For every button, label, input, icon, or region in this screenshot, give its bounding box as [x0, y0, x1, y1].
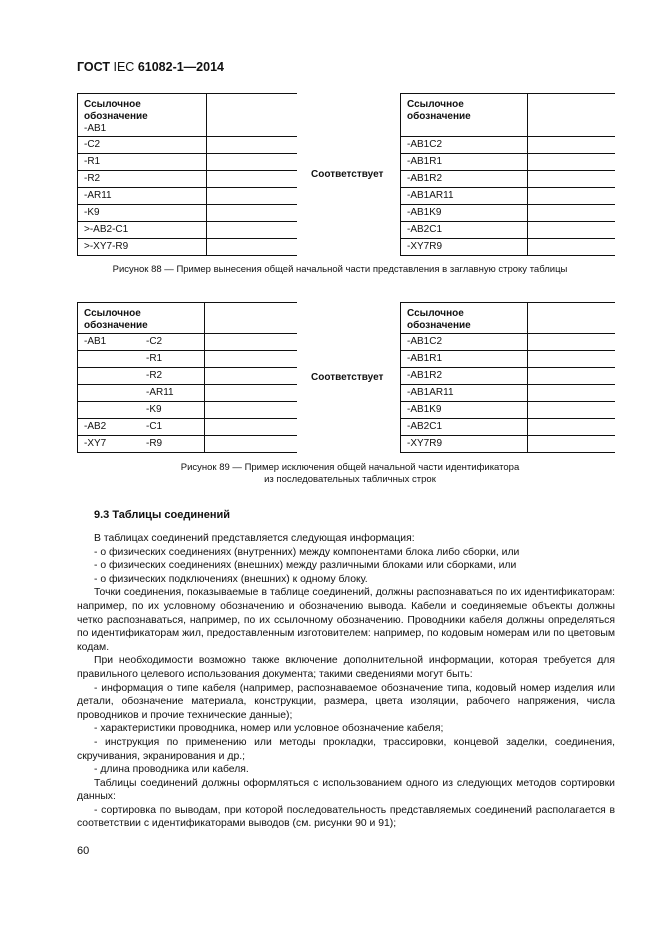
ref-cell: -XY7R9: [401, 239, 528, 256]
empty-cell: [207, 222, 298, 239]
ref-cell: -R2: [78, 171, 207, 188]
suffix-cell: -R1: [140, 351, 205, 368]
empty-cell: [205, 368, 298, 385]
empty-cell: [205, 334, 298, 351]
prefix-cell: [78, 402, 141, 419]
empty-cell: [207, 171, 298, 188]
section-heading: 9.3 Таблицы соединений: [94, 509, 231, 521]
header-value: -AB1: [84, 123, 107, 134]
header-label: Ссылочное обозначение: [407, 99, 471, 122]
paragraph: При необходимости возможно также включение дополнительной информации, которая требуется для правильного целевого использования документа; такими сведениями могут быть:: [77, 655, 615, 680]
empty-cell: [207, 239, 298, 256]
ref-cell: -AB1R1: [401, 154, 528, 171]
list-item: - о физических соединениях (внутренних) между компонентами блока либо сборки, или: [94, 546, 520, 558]
ref-cell: -AB2C1: [401, 222, 528, 239]
header-cell: [78, 94, 207, 137]
header-label: Ссылочное обозначение: [407, 308, 471, 331]
empty-cell: [207, 137, 298, 154]
ref-cell: -AB1K9: [401, 402, 528, 419]
table-row: [78, 205, 298, 222]
list-item: - сортировка по выводам, при которой последовательность представляемых соединений располагается в соответствии с идентификаторами выводов (см. рисунки 90 и 91);: [77, 804, 615, 830]
table-row: [401, 137, 616, 154]
table-row: [401, 222, 616, 239]
empty-cell: [528, 222, 616, 239]
empty-cell: [205, 351, 298, 368]
empty-cell: [207, 154, 298, 171]
list-item: - информация о типе кабеля (например, распознаваемое обозначение типа, кодовый номер изделия или детали, обозначение материала, конструкции, размера, цвета изоляции, рабочего напряжения, числа проводников и прочие технические данные);: [77, 682, 615, 721]
header-label: Ссылочное обозначение: [84, 308, 148, 331]
prefix-cell: [78, 385, 141, 402]
ref-cell: -AB2C1: [401, 419, 528, 436]
table-row: [78, 385, 298, 402]
list-item: - о физических соединениях (внешних) между различными блоками или сборками, или: [94, 560, 517, 572]
empty-cell: [528, 402, 616, 419]
table-row: [78, 436, 298, 453]
header-label: Ссылочное обозначение: [84, 99, 148, 122]
header-cell: [78, 303, 205, 334]
empty-cell: [207, 205, 298, 222]
ref-cell: -AB1C2: [401, 137, 528, 154]
prefix-cell: -AB2: [78, 419, 141, 436]
table-header-row: [78, 94, 298, 137]
figure88-caption: Рисунок 88 — Пример вынесения общей начальной части представления в заглавную строку таблицы: [112, 264, 568, 275]
empty-cell: [528, 334, 616, 351]
prefix-cell: [78, 368, 141, 385]
list-item: - о физических подключениях (внешних) к одному блоку.: [94, 573, 368, 585]
ref-cell: -K9: [78, 205, 207, 222]
table-row: [78, 154, 298, 171]
empty-cell: [528, 188, 616, 205]
table-row: [401, 368, 616, 385]
standard-number: 61082-1—2014: [137, 60, 224, 74]
suffix-cell: -R9: [140, 436, 205, 453]
ref-cell: >-AB2-C1: [78, 222, 207, 239]
caption-line: Рисунок 89 — Пример исключения общей начальной части идентификатора: [180, 462, 520, 473]
ref-cell: -AB1R2: [401, 368, 528, 385]
ref-cell: -AB1R1: [401, 351, 528, 368]
table-row: [78, 222, 298, 239]
table-row: [401, 351, 616, 368]
empty-cell: [528, 385, 616, 402]
prefix-cell: -AB1: [78, 334, 141, 351]
standard-middle: IEC: [113, 60, 135, 74]
suffix-cell: -R2: [140, 368, 205, 385]
table-row: [401, 239, 616, 256]
suffix-cell: -C2: [140, 334, 205, 351]
prefix-cell: [78, 351, 141, 368]
table-row: [78, 239, 298, 256]
empty-cell: [528, 239, 616, 256]
ref-cell: -AB1AR11: [401, 385, 528, 402]
document-header: [77, 60, 224, 74]
ref-cell: -AB1C2: [401, 334, 528, 351]
page-number: 60: [77, 845, 90, 857]
empty-cell: [528, 205, 616, 222]
empty-cell: [205, 385, 298, 402]
paragraph: В таблицах соединений представляется следующая информация:: [94, 533, 415, 544]
empty-cell: [207, 188, 298, 205]
empty-cell: [528, 419, 616, 436]
ref-cell: -AB1K9: [401, 205, 528, 222]
suffix-cell: -K9: [140, 402, 205, 419]
table-header-row: [401, 94, 616, 137]
empty-cell: [528, 137, 616, 154]
empty-cell: [528, 154, 616, 171]
table-row: [401, 334, 616, 351]
ref-cell: -AR11: [78, 188, 207, 205]
table-row: [78, 351, 298, 368]
empty-cell: [528, 94, 616, 137]
ref-cell: -AB1R2: [401, 171, 528, 188]
empty-cell: [205, 436, 298, 453]
list-item: - длина проводника или кабеля.: [94, 764, 249, 776]
table-row: [78, 402, 298, 419]
table-row: [401, 171, 616, 188]
ref-cell: -R1: [78, 154, 207, 171]
paragraph: Таблицы соединений должны оформляться с использованием одного из следующих методов сортировки данных:: [77, 777, 615, 803]
table-row: [401, 385, 616, 402]
table-row: [401, 188, 616, 205]
table-header-row: [78, 303, 298, 334]
table-row: [401, 205, 616, 222]
standard-prefix: ГОСТ: [77, 60, 110, 74]
table-row: [78, 368, 298, 385]
header-cell: [401, 303, 528, 334]
ref-cell: -AB1AR11: [401, 188, 528, 205]
figure89-left-table: [77, 302, 297, 453]
header-cell: [401, 94, 528, 137]
suffix-cell: -AR11: [140, 385, 205, 402]
empty-cell: [528, 171, 616, 188]
matches-label: Соответствует: [311, 169, 384, 180]
table-header-row: [401, 303, 616, 334]
table-row: [78, 419, 298, 436]
empty-cell: [528, 436, 616, 453]
ref-cell: -C2: [78, 137, 207, 154]
section-body: [77, 532, 615, 831]
empty-cell: [528, 303, 616, 334]
figure89-caption: [100, 462, 600, 486]
table-row: [78, 188, 298, 205]
table-row: [78, 171, 298, 188]
ref-cell: >-XY7-R9: [78, 239, 207, 256]
table-row: [401, 402, 616, 419]
table-row: [78, 137, 298, 154]
list-item: - инструкция по применению или методы прокладки, трассировки, концевой заделки, соединения, скручивания, экранирования и др.;: [77, 736, 615, 762]
empty-cell: [205, 419, 298, 436]
empty-cell: [205, 402, 298, 419]
caption-line: из последовательных табличных строк: [264, 474, 436, 485]
paragraph: Точки соединения, показываемые в таблице соединений, должны распознаваться по их идентификаторам: например, по их условному обозначению и обозначению вывода. Кабели и соединяемые объекты должны четко распознаваться, например, по их ссылочному обозначению. Проводники кабеля должны определяться по идентификаторам жил, предоставленным изготовителем: например, по кодовым номерам или по цветовым кодам.: [77, 587, 615, 653]
prefix-cell: -XY7: [78, 436, 141, 453]
suffix-cell: -C1: [140, 419, 205, 436]
ref-cell: -XY7R9: [401, 436, 528, 453]
empty-cell: [528, 351, 616, 368]
table-row: [401, 154, 616, 171]
table-row: [78, 334, 298, 351]
table-row: [401, 436, 616, 453]
matches-label: Соответствует: [311, 372, 384, 383]
table-row: [401, 419, 616, 436]
empty-cell: [205, 303, 298, 334]
figure88-right-table: [400, 93, 615, 256]
empty-cell: [528, 368, 616, 385]
figure89-right-table: [400, 302, 615, 453]
figure88-left-table: [77, 93, 297, 256]
list-item: - характеристики проводника, номер или условное обозначение кабеля;: [94, 723, 444, 735]
empty-cell: [207, 94, 298, 137]
